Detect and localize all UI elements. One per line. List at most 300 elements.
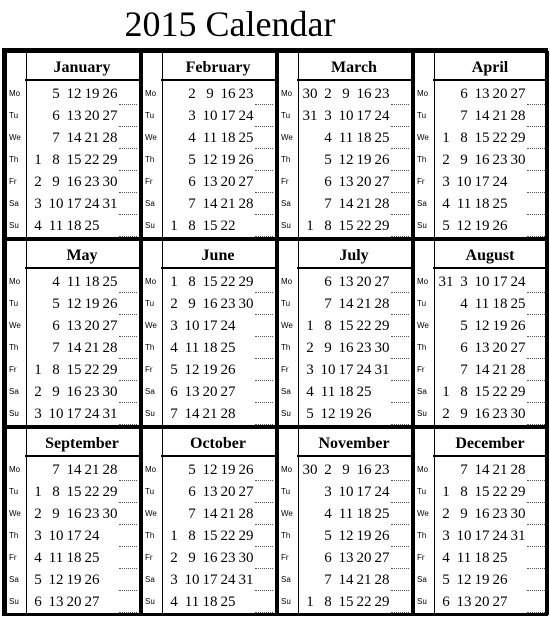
day-cell: 2 <box>442 506 450 522</box>
weekday-label-column <box>7 53 27 237</box>
day-cell: 13 <box>184 384 200 400</box>
day-cell: 17 <box>356 108 372 124</box>
day-cell: 17 <box>356 484 372 500</box>
day-cell: 19 <box>220 152 236 168</box>
day-cell: 20 <box>356 174 372 190</box>
day-cell: 20 <box>220 484 236 500</box>
day-cell <box>119 105 137 127</box>
day-cell: 27 <box>102 108 118 124</box>
day-cell: 4 <box>34 218 42 234</box>
day-cell: 25 <box>510 296 526 312</box>
day-cell: 17 <box>474 174 490 190</box>
weekday-label-column <box>7 429 27 613</box>
day-cell: 10 <box>474 274 490 290</box>
day-cell <box>255 149 273 171</box>
day-cell: 15 <box>202 528 218 544</box>
day-cell <box>301 569 319 591</box>
day-cell: 11 <box>48 218 64 234</box>
day-cell <box>301 193 319 215</box>
day-cell: 15 <box>338 594 354 610</box>
weekday-label: We <box>281 321 293 330</box>
day-cell <box>255 293 273 315</box>
day-cell <box>437 105 455 127</box>
day-cell: 19 <box>84 296 100 312</box>
day-cell: 26 <box>102 86 118 102</box>
day-cell: 20 <box>220 174 236 190</box>
day-cell: 20 <box>492 86 508 102</box>
day-grid <box>165 271 273 423</box>
weekday-label: Th <box>9 343 19 352</box>
day-cell: 18 <box>356 506 372 522</box>
day-cell: 19 <box>84 86 100 102</box>
weekday-label: Th <box>417 155 427 164</box>
day-cell: 22 <box>84 152 100 168</box>
day-cell <box>165 149 183 171</box>
day-cell: 24 <box>492 174 508 190</box>
day-cell: 24 <box>238 108 254 124</box>
month-block-august <box>413 239 549 427</box>
day-cell <box>391 459 409 481</box>
day-cell: 13 <box>66 318 82 334</box>
day-cell <box>373 381 391 403</box>
day-cell: 9 <box>206 86 214 102</box>
day-cell <box>165 105 183 127</box>
month-name: September <box>25 431 139 457</box>
day-cell: 3 <box>34 528 42 544</box>
day-cell: 13 <box>48 594 64 610</box>
weekday-label: Su <box>417 221 427 230</box>
day-cell: 8 <box>460 130 468 146</box>
day-cell <box>119 171 137 193</box>
day-cell: 4 <box>324 506 332 522</box>
day-cell <box>237 591 255 613</box>
day-cell: 18 <box>84 274 100 290</box>
day-cell <box>391 149 409 171</box>
day-cell: 31 <box>438 274 454 290</box>
day-cell <box>391 215 409 237</box>
day-cell: 5 <box>442 218 450 234</box>
day-cell: 12 <box>338 152 354 168</box>
day-cell: 16 <box>202 296 218 312</box>
day-cell: 25 <box>238 130 254 146</box>
month-block-july <box>277 239 413 427</box>
day-cell: 29 <box>510 384 526 400</box>
day-cell: 15 <box>66 152 82 168</box>
weekday-label: Th <box>281 155 291 164</box>
day-cell: 11 <box>48 550 64 566</box>
day-cell <box>391 503 409 525</box>
weekday-label: Su <box>417 409 427 418</box>
day-cell: 8 <box>188 218 196 234</box>
day-grid <box>165 459 273 611</box>
day-grid <box>301 459 409 611</box>
weekday-label: Mo <box>281 277 293 286</box>
day-cell: 4 <box>170 594 178 610</box>
day-cell: 28 <box>102 130 118 146</box>
weekday-label: Tu <box>417 111 427 120</box>
weekday-label: Th <box>145 531 155 540</box>
day-cell <box>527 481 545 503</box>
day-cell: 26 <box>102 296 118 312</box>
day-cell <box>527 127 545 149</box>
day-grid <box>165 83 273 235</box>
day-cell: 26 <box>374 528 390 544</box>
month-name: November <box>297 431 411 457</box>
day-cell: 2 <box>324 462 332 478</box>
day-cell <box>101 525 119 547</box>
month-block-march <box>277 51 413 239</box>
month-name: December <box>433 431 547 457</box>
weekday-label: Tu <box>9 299 19 308</box>
weekday-label: Th <box>145 343 155 352</box>
day-cell <box>119 149 137 171</box>
weekday-label: Su <box>281 221 291 230</box>
day-cell: 6 <box>52 108 60 124</box>
day-cell <box>527 569 545 591</box>
day-cell: 4 <box>442 196 450 212</box>
day-cell <box>255 105 273 127</box>
day-cell: 13 <box>338 174 354 190</box>
weekday-label-column <box>143 53 163 237</box>
day-cell <box>119 591 137 613</box>
weekday-label: We <box>9 509 21 518</box>
day-cell <box>101 569 119 591</box>
day-cell <box>119 359 137 381</box>
day-cell: 2 <box>170 296 178 312</box>
day-cell: 30 <box>510 406 526 422</box>
day-cell: 30 <box>102 506 118 522</box>
day-cell: 31 <box>302 108 318 124</box>
day-cell: 17 <box>474 528 490 544</box>
day-cell: 22 <box>492 484 508 500</box>
weekday-label: Mo <box>9 277 21 286</box>
day-cell: 27 <box>238 484 254 500</box>
day-cell: 27 <box>374 174 390 190</box>
day-cell: 22 <box>220 528 236 544</box>
day-cell: 6 <box>188 174 196 190</box>
day-cell <box>437 315 455 337</box>
day-cell: 8 <box>52 362 60 378</box>
day-cell: 29 <box>102 484 118 500</box>
day-cell: 3 <box>324 108 332 124</box>
month-block-september <box>5 427 141 615</box>
page-title: 2015 Calendar <box>124 4 336 44</box>
day-cell: 30 <box>302 462 318 478</box>
month-block-february <box>141 51 277 239</box>
weekday-label: Sa <box>417 199 427 208</box>
weekday-label: Sa <box>281 199 291 208</box>
day-cell: 29 <box>374 594 390 610</box>
month-name: April <box>433 55 547 81</box>
day-cell: 10 <box>338 108 354 124</box>
day-cell: 27 <box>510 86 526 102</box>
weekday-label: Mo <box>9 89 21 98</box>
day-cell <box>237 315 255 337</box>
day-cell: 3 <box>442 174 450 190</box>
day-cell: 8 <box>460 484 468 500</box>
day-cell: 8 <box>52 484 60 500</box>
day-cell: 4 <box>52 274 60 290</box>
day-cell: 10 <box>320 362 336 378</box>
day-cell: 17 <box>66 406 82 422</box>
day-cell: 28 <box>510 462 526 478</box>
day-cell: 14 <box>474 108 490 124</box>
day-cell: 25 <box>374 130 390 146</box>
weekday-label: Mo <box>281 89 293 98</box>
day-cell: 25 <box>102 274 118 290</box>
day-cell <box>527 503 545 525</box>
day-cell: 4 <box>34 550 42 566</box>
day-cell <box>29 315 47 337</box>
day-cell: 4 <box>442 550 450 566</box>
weekday-label: Tu <box>9 111 19 120</box>
day-cell <box>509 591 527 613</box>
day-cell: 19 <box>338 406 354 422</box>
day-cell: 17 <box>492 274 508 290</box>
day-cell: 6 <box>324 274 332 290</box>
day-cell <box>255 481 273 503</box>
day-cell: 16 <box>66 384 82 400</box>
day-grid <box>29 83 137 235</box>
day-cell <box>255 503 273 525</box>
day-cell <box>527 315 545 337</box>
day-cell: 3 <box>442 528 450 544</box>
weekday-label-column <box>415 53 435 237</box>
day-cell: 2 <box>442 406 450 422</box>
day-cell: 7 <box>52 462 60 478</box>
day-cell: 15 <box>66 484 82 500</box>
day-cell <box>119 293 137 315</box>
day-cell: 12 <box>474 318 490 334</box>
day-cell: 10 <box>48 528 64 544</box>
day-cell: 1 <box>34 362 42 378</box>
day-cell <box>255 525 273 547</box>
day-cell: 12 <box>66 86 82 102</box>
day-cell: 20 <box>356 274 372 290</box>
day-cell: 11 <box>456 550 472 566</box>
day-cell: 30 <box>510 506 526 522</box>
day-cell <box>527 83 545 105</box>
day-cell: 28 <box>374 572 390 588</box>
day-cell: 20 <box>66 594 82 610</box>
day-cell: 1 <box>442 130 450 146</box>
day-cell: 14 <box>474 362 490 378</box>
day-cell: 24 <box>510 274 526 290</box>
day-cell <box>101 591 119 613</box>
day-cell: 8 <box>52 152 60 168</box>
day-cell <box>255 337 273 359</box>
day-cell: 17 <box>66 528 82 544</box>
day-cell: 27 <box>510 340 526 356</box>
day-cell: 22 <box>220 218 236 234</box>
month-block-january <box>5 51 141 239</box>
weekday-label: Fr <box>417 553 425 562</box>
weekday-label: Mo <box>417 89 429 98</box>
day-cell: 24 <box>84 406 100 422</box>
day-cell: 26 <box>238 462 254 478</box>
day-cell <box>509 193 527 215</box>
day-cell: 14 <box>474 462 490 478</box>
weekday-label: Sa <box>9 575 19 584</box>
day-cell: 15 <box>474 384 490 400</box>
day-cell <box>165 459 183 481</box>
day-cell <box>527 359 545 381</box>
day-cell: 23 <box>492 506 508 522</box>
day-cell: 24 <box>374 484 390 500</box>
weekday-label: Tu <box>417 487 427 496</box>
day-cell <box>391 547 409 569</box>
day-cell: 21 <box>202 406 218 422</box>
day-cell: 19 <box>202 362 218 378</box>
day-cell: 7 <box>460 362 468 378</box>
day-cell: 13 <box>338 550 354 566</box>
day-cell: 17 <box>202 572 218 588</box>
day-cell: 23 <box>238 86 254 102</box>
day-cell: 6 <box>52 318 60 334</box>
month-name: June <box>161 243 275 269</box>
day-cell <box>29 337 47 359</box>
day-cell: 17 <box>338 362 354 378</box>
day-cell: 11 <box>202 130 218 146</box>
day-cell: 7 <box>188 196 196 212</box>
day-cell <box>119 481 137 503</box>
day-cell: 30 <box>102 384 118 400</box>
day-cell: 15 <box>338 318 354 334</box>
day-cell <box>119 569 137 591</box>
weekday-label: Su <box>9 409 19 418</box>
day-cell: 23 <box>220 550 236 566</box>
month-block-april <box>413 51 549 239</box>
day-cell: 2 <box>306 340 314 356</box>
day-cell: 11 <box>184 594 200 610</box>
weekday-label: We <box>145 509 157 518</box>
day-cell: 19 <box>474 218 490 234</box>
weekday-label: We <box>145 133 157 142</box>
weekday-label: We <box>281 133 293 142</box>
weekday-label: Sa <box>417 575 427 584</box>
day-cell: 27 <box>374 274 390 290</box>
weekday-label: Tu <box>9 487 19 496</box>
day-cell: 6 <box>34 594 42 610</box>
day-cell: 11 <box>338 130 354 146</box>
weekday-label: We <box>417 321 429 330</box>
day-cell: 5 <box>52 296 60 312</box>
day-cell <box>255 403 273 425</box>
day-cell <box>255 215 273 237</box>
weekday-label: Th <box>281 531 291 540</box>
month-name: May <box>25 243 139 269</box>
day-cell <box>255 171 273 193</box>
day-cell <box>119 337 137 359</box>
weekday-label: Mo <box>281 465 293 474</box>
weekday-label: We <box>417 509 429 518</box>
day-cell: 3 <box>34 406 42 422</box>
day-cell: 16 <box>356 86 372 102</box>
day-cell <box>391 171 409 193</box>
day-cell <box>119 83 137 105</box>
day-cell: 16 <box>66 174 82 190</box>
day-cell: 25 <box>220 340 236 356</box>
day-cell <box>437 337 455 359</box>
day-cell <box>301 525 319 547</box>
day-cell: 20 <box>202 384 218 400</box>
weekday-label: Su <box>281 597 291 606</box>
day-cell: 28 <box>510 108 526 124</box>
weekday-label: Tu <box>281 487 291 496</box>
day-cell: 14 <box>66 340 82 356</box>
day-cell <box>391 525 409 547</box>
day-cell: 4 <box>188 130 196 146</box>
day-cell: 18 <box>66 550 82 566</box>
day-cell: 26 <box>510 318 526 334</box>
day-cell: 7 <box>460 462 468 478</box>
day-cell <box>29 459 47 481</box>
day-cell <box>29 271 47 293</box>
day-cell <box>391 359 409 381</box>
day-cell: 13 <box>474 86 490 102</box>
day-cell: 20 <box>84 318 100 334</box>
day-cell: 7 <box>52 340 60 356</box>
weekday-label: Tu <box>417 299 427 308</box>
day-cell: 1 <box>170 528 178 544</box>
day-cell: 19 <box>66 572 82 588</box>
month-name: January <box>25 55 139 81</box>
day-cell: 5 <box>188 462 196 478</box>
day-cell: 16 <box>202 550 218 566</box>
day-cell: 6 <box>324 174 332 190</box>
day-cell: 11 <box>320 384 336 400</box>
day-cell <box>301 481 319 503</box>
day-cell: 6 <box>170 384 178 400</box>
day-cell: 5 <box>52 86 60 102</box>
weekday-label-column <box>415 241 435 425</box>
day-cell: 5 <box>188 152 196 168</box>
day-cell: 16 <box>474 406 490 422</box>
day-cell <box>301 149 319 171</box>
weekday-label: Sa <box>281 575 291 584</box>
weekday-label: Sa <box>145 199 155 208</box>
day-cell: 14 <box>338 196 354 212</box>
weekday-label: Mo <box>417 277 429 286</box>
day-cell <box>119 381 137 403</box>
day-cell: 21 <box>84 130 100 146</box>
weekday-label: Fr <box>9 365 17 374</box>
day-cell: 25 <box>356 384 372 400</box>
day-cell: 25 <box>492 196 508 212</box>
day-cell: 19 <box>492 318 508 334</box>
day-cell <box>237 337 255 359</box>
day-cell: 13 <box>474 340 490 356</box>
day-cell <box>391 381 409 403</box>
day-cell: 23 <box>220 296 236 312</box>
day-cell: 1 <box>34 484 42 500</box>
day-cell: 16 <box>66 506 82 522</box>
day-cell: 21 <box>84 462 100 478</box>
day-cell <box>237 403 255 425</box>
weekday-label: We <box>281 509 293 518</box>
day-cell <box>391 591 409 613</box>
weekday-label: Su <box>281 409 291 418</box>
day-cell: 31 <box>510 528 526 544</box>
day-cell: 5 <box>306 406 314 422</box>
day-cell: 29 <box>102 362 118 378</box>
day-cell: 14 <box>202 506 218 522</box>
day-cell: 10 <box>48 406 64 422</box>
day-cell <box>527 271 545 293</box>
day-cell <box>237 215 255 237</box>
day-cell <box>391 83 409 105</box>
weekday-label: Tu <box>281 111 291 120</box>
